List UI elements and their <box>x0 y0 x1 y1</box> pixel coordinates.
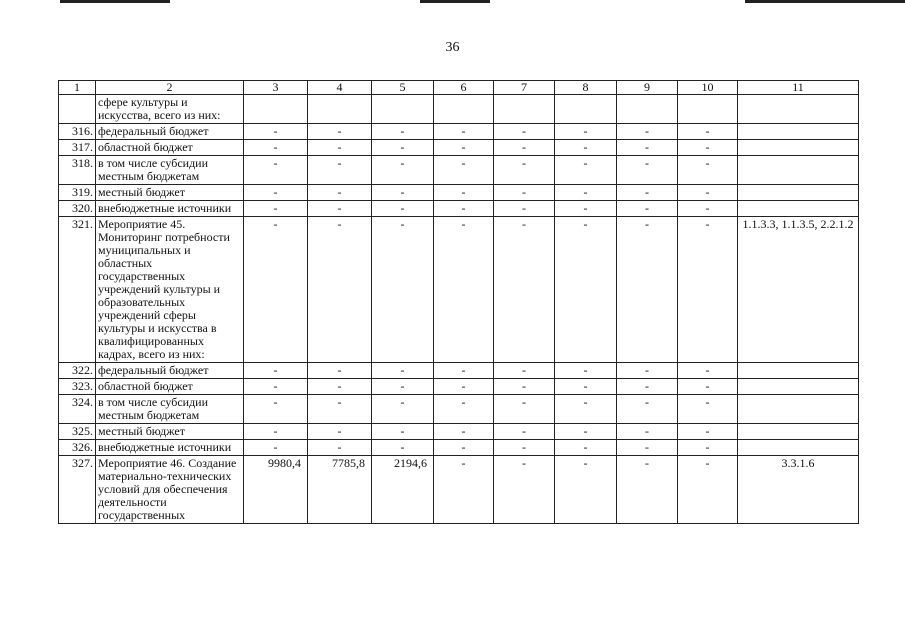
value-cell: - <box>555 124 617 140</box>
value-cell: - <box>434 124 494 140</box>
table-row <box>59 440 859 456</box>
row-number: 325. <box>59 424 96 440</box>
value-cell: - <box>434 363 494 379</box>
table-row <box>59 124 859 140</box>
row-number: 321. <box>59 217 96 363</box>
reference-cell <box>738 440 859 456</box>
value-cell: - <box>308 124 372 140</box>
row-number: 316. <box>59 124 96 140</box>
value-cell <box>494 95 555 124</box>
table-header-row <box>59 81 859 95</box>
row-description: Мероприятие 46. Создание материально-технических условий для обеспечения деятельности государственных <box>96 456 244 524</box>
value-cell: - <box>494 124 555 140</box>
value-cell: - <box>494 379 555 395</box>
reference-cell: 1.1.3.3, 1.1.3.5, 2.2.1.2 <box>738 217 859 363</box>
row-number: 327. <box>59 456 96 524</box>
value-cell: - <box>434 395 494 424</box>
column-header: 4 <box>308 81 372 95</box>
value-cell: - <box>372 217 434 363</box>
value-cell: - <box>555 456 617 524</box>
value-cell: - <box>372 201 434 217</box>
value-cell: - <box>555 424 617 440</box>
value-cell: - <box>372 185 434 201</box>
column-header: 1 <box>59 81 96 95</box>
row-number: 319. <box>59 185 96 201</box>
column-header: 2 <box>96 81 244 95</box>
table-row <box>59 456 859 524</box>
table-row <box>59 363 859 379</box>
value-cell: - <box>308 363 372 379</box>
value-cell: - <box>617 217 678 363</box>
row-description: местный бюджет <box>96 424 244 440</box>
reference-cell <box>738 201 859 217</box>
value-cell: - <box>434 156 494 185</box>
value-cell: - <box>494 424 555 440</box>
value-cell: - <box>372 124 434 140</box>
value-cell: - <box>244 363 308 379</box>
value-cell: - <box>678 424 738 440</box>
value-cell: - <box>678 456 738 524</box>
value-cell: - <box>308 201 372 217</box>
scan-edge-line-right <box>745 0 905 3</box>
value-cell: - <box>434 217 494 363</box>
row-description: Мероприятие 45. Мониторинг потребности муниципальных и областных государственных учреждений культуры и образовательных учреждений сферы культуры и искусства в квалифицированных кадрах, всего из них: <box>96 217 244 363</box>
value-cell: - <box>617 140 678 156</box>
row-number: 323. <box>59 379 96 395</box>
value-cell: - <box>678 379 738 395</box>
value-cell: - <box>244 395 308 424</box>
value-cell: - <box>244 156 308 185</box>
reference-cell: 3.3.1.6 <box>738 456 859 524</box>
table-body <box>59 95 859 524</box>
scan-edge-line-left <box>60 0 170 3</box>
budget-table <box>58 80 859 524</box>
value-cell: - <box>244 140 308 156</box>
value-cell: - <box>372 156 434 185</box>
value-cell: - <box>617 156 678 185</box>
value-cell <box>372 95 434 124</box>
value-cell: - <box>617 363 678 379</box>
value-cell: - <box>617 440 678 456</box>
value-cell: - <box>494 185 555 201</box>
value-cell: - <box>434 440 494 456</box>
table-row <box>59 95 859 124</box>
scan-edge-line-middle <box>420 0 490 3</box>
value-cell: - <box>678 363 738 379</box>
table-row <box>59 395 859 424</box>
value-cell: - <box>555 201 617 217</box>
row-number: 322. <box>59 363 96 379</box>
row-description: областной бюджет <box>96 379 244 395</box>
value-cell <box>434 95 494 124</box>
page-number: 36 <box>445 40 460 55</box>
value-cell: - <box>372 440 434 456</box>
column-header: 6 <box>434 81 494 95</box>
value-cell: - <box>372 395 434 424</box>
value-cell: - <box>244 201 308 217</box>
value-cell <box>244 95 308 124</box>
value-cell: - <box>617 124 678 140</box>
row-description: внебюджетные источники <box>96 440 244 456</box>
value-cell: - <box>678 156 738 185</box>
value-cell: - <box>244 185 308 201</box>
value-cell: - <box>494 395 555 424</box>
value-cell: - <box>617 379 678 395</box>
value-cell <box>617 95 678 124</box>
table-row <box>59 217 859 363</box>
column-header: 9 <box>617 81 678 95</box>
value-cell: - <box>555 440 617 456</box>
row-number: 324. <box>59 395 96 424</box>
value-cell: - <box>308 156 372 185</box>
value-cell: - <box>555 379 617 395</box>
column-header: 8 <box>555 81 617 95</box>
row-number: 320. <box>59 201 96 217</box>
value-cell: - <box>308 395 372 424</box>
value-cell: - <box>494 140 555 156</box>
value-cell: - <box>494 201 555 217</box>
table-row <box>59 156 859 185</box>
value-cell: - <box>678 217 738 363</box>
value-cell: - <box>617 456 678 524</box>
table-row <box>59 185 859 201</box>
value-cell: 2194,6 <box>372 456 434 524</box>
value-cell: - <box>678 395 738 424</box>
value-cell: - <box>434 456 494 524</box>
value-cell: - <box>617 185 678 201</box>
value-cell: - <box>244 424 308 440</box>
table-row <box>59 379 859 395</box>
value-cell: - <box>244 379 308 395</box>
value-cell: - <box>244 217 308 363</box>
value-cell <box>678 95 738 124</box>
column-header: 3 <box>244 81 308 95</box>
row-description: федеральный бюджет <box>96 124 244 140</box>
value-cell: - <box>308 185 372 201</box>
value-cell: - <box>244 440 308 456</box>
value-cell: - <box>434 379 494 395</box>
value-cell: - <box>494 456 555 524</box>
row-description: федеральный бюджет <box>96 363 244 379</box>
row-description: сфере культуры и искусства, всего из них: <box>96 95 244 124</box>
value-cell: - <box>494 363 555 379</box>
reference-cell <box>738 124 859 140</box>
row-description: в том числе субсидии местным бюджетам <box>96 395 244 424</box>
reference-cell <box>738 424 859 440</box>
value-cell: - <box>494 440 555 456</box>
value-cell: 9980,4 <box>244 456 308 524</box>
reference-cell <box>738 185 859 201</box>
value-cell: - <box>678 124 738 140</box>
value-cell: - <box>434 424 494 440</box>
value-cell: - <box>555 217 617 363</box>
row-description: внебюджетные источники <box>96 201 244 217</box>
reference-cell <box>738 363 859 379</box>
value-cell: - <box>555 363 617 379</box>
value-cell: - <box>617 424 678 440</box>
value-cell: - <box>372 140 434 156</box>
value-cell <box>555 95 617 124</box>
row-description: местный бюджет <box>96 185 244 201</box>
value-cell <box>308 95 372 124</box>
value-cell: 7785,8 <box>308 456 372 524</box>
reference-cell <box>738 140 859 156</box>
table-row <box>59 201 859 217</box>
value-cell: - <box>617 395 678 424</box>
table-row <box>59 140 859 156</box>
value-cell: - <box>617 201 678 217</box>
row-description: в том числе субсидии местным бюджетам <box>96 156 244 185</box>
column-header: 5 <box>372 81 434 95</box>
reference-cell <box>738 156 859 185</box>
row-description: областной бюджет <box>96 140 244 156</box>
value-cell: - <box>678 440 738 456</box>
row-number: 317. <box>59 140 96 156</box>
reference-cell <box>738 395 859 424</box>
value-cell: - <box>678 140 738 156</box>
column-header: 10 <box>678 81 738 95</box>
reference-cell <box>738 95 859 124</box>
value-cell: - <box>308 440 372 456</box>
value-cell: - <box>372 379 434 395</box>
value-cell: - <box>434 140 494 156</box>
reference-cell <box>738 379 859 395</box>
row-number: 318. <box>59 156 96 185</box>
column-header: 11 <box>738 81 859 95</box>
value-cell: - <box>555 185 617 201</box>
value-cell: - <box>494 217 555 363</box>
value-cell: - <box>308 379 372 395</box>
row-number <box>59 95 96 124</box>
row-number: 326. <box>59 440 96 456</box>
value-cell: - <box>434 201 494 217</box>
table-row <box>59 424 859 440</box>
value-cell: - <box>494 156 555 185</box>
value-cell: - <box>372 424 434 440</box>
value-cell: - <box>308 424 372 440</box>
value-cell: - <box>434 185 494 201</box>
value-cell: - <box>555 140 617 156</box>
value-cell: - <box>244 124 308 140</box>
value-cell: - <box>555 156 617 185</box>
column-header: 7 <box>494 81 555 95</box>
value-cell: - <box>372 363 434 379</box>
value-cell: - <box>555 395 617 424</box>
value-cell: - <box>678 201 738 217</box>
value-cell: - <box>308 140 372 156</box>
value-cell: - <box>308 217 372 363</box>
value-cell: - <box>678 185 738 201</box>
